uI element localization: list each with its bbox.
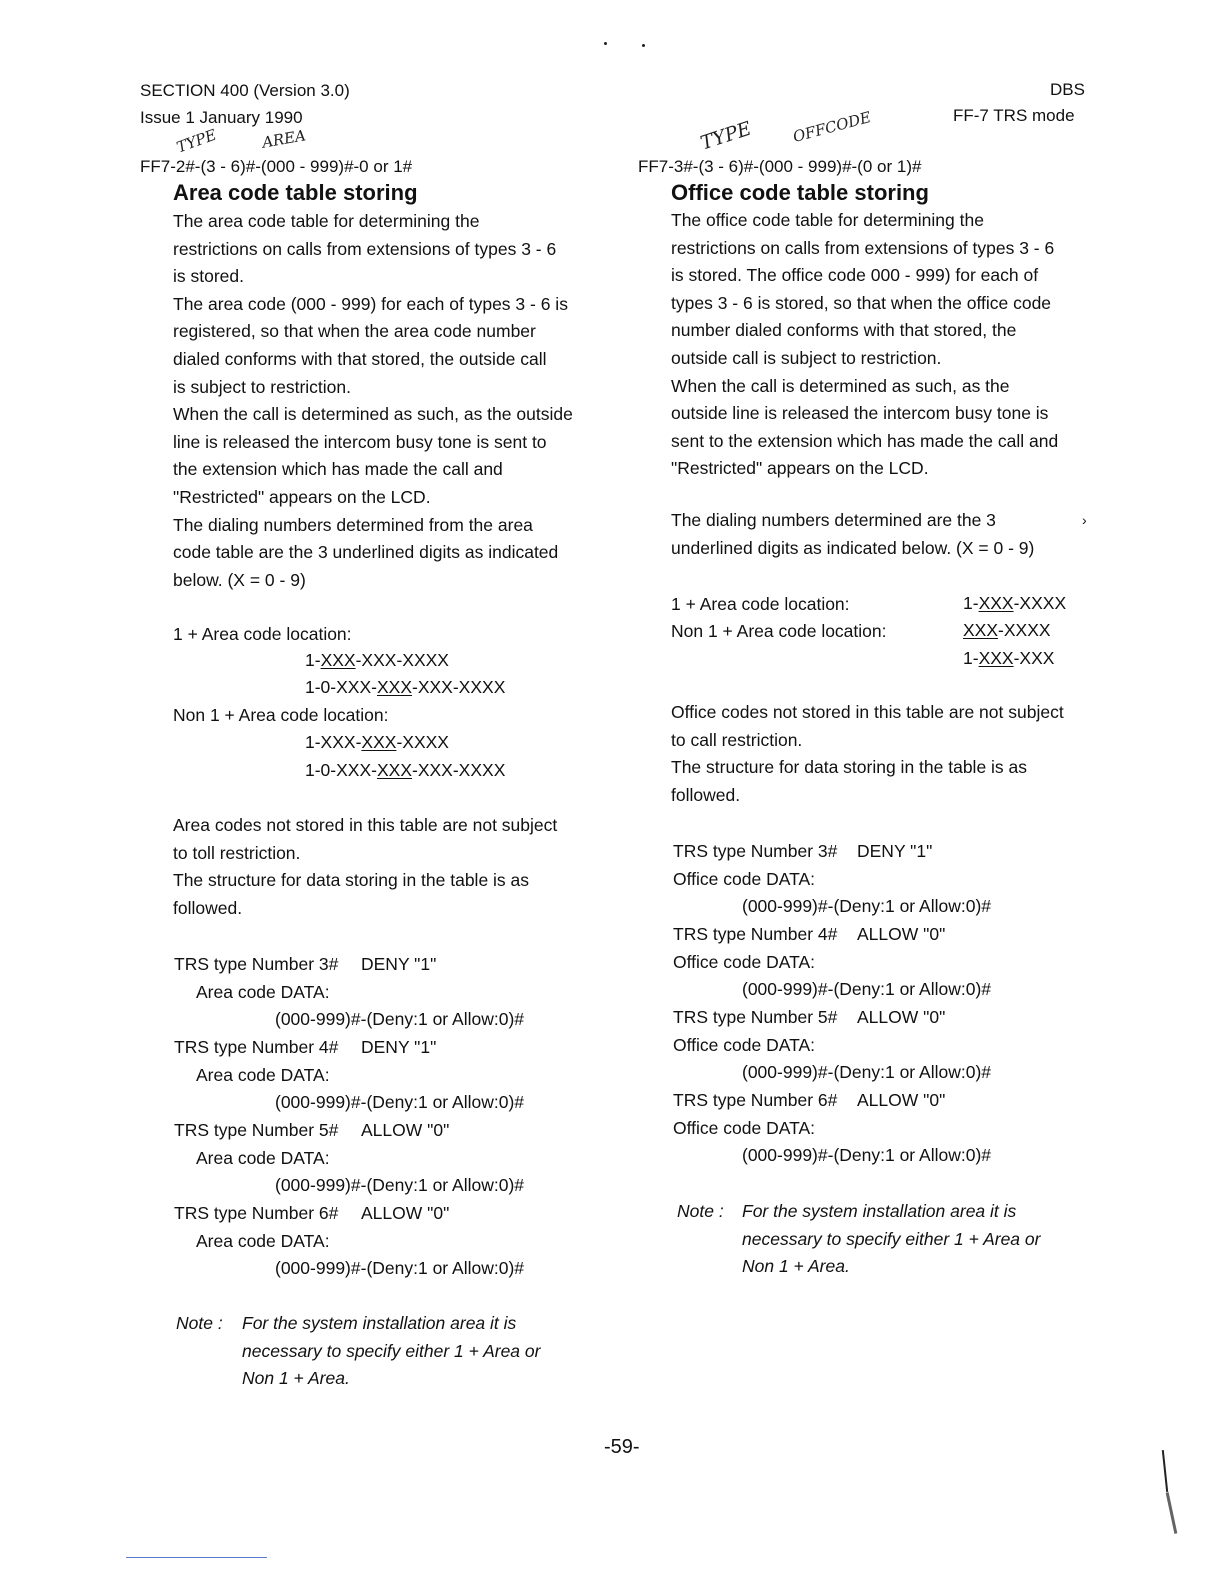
trs-data-format: (000-999)#-(Deny:1 or Allow:0)# bbox=[275, 1092, 525, 1112]
right-note-label: Note : bbox=[677, 1201, 724, 1221]
trs-data-label: Office code DATA: bbox=[673, 952, 815, 972]
text-line: the extension which has made the call and bbox=[173, 459, 503, 480]
trs-type-label: TRS type Number 4# bbox=[673, 924, 838, 944]
issue-date: Issue 1 January 1990 bbox=[140, 108, 303, 127]
trs-data-label: Area code DATA: bbox=[196, 1231, 330, 1251]
text-line: "Restricted" appears on the LCD. bbox=[173, 486, 431, 507]
trs-type-value: ALLOW "0" bbox=[857, 1007, 946, 1027]
text-line: The area code (000 - 999) for each of types 3 - 6 is bbox=[173, 293, 568, 314]
trs-data-format: (000-999)#-(Deny:1 or Allow:0)# bbox=[275, 1009, 525, 1029]
text-line: below. (X = 0 - 9) bbox=[173, 569, 306, 590]
handwritten-office-right: OFFCODE bbox=[791, 107, 873, 147]
text-line: When the call is determined as such, as the bbox=[671, 375, 1010, 396]
text-line: "Restricted" appears on the LCD. bbox=[671, 458, 929, 479]
left-non-one-format-1: 1-XXX-XXX-XXXX bbox=[305, 732, 449, 752]
stray-mark: › bbox=[1082, 512, 1087, 528]
left-non-one-format-2: 1-0-XXX-XXX-XXX-XXXX bbox=[305, 760, 506, 780]
trs-type-label: TRS type Number 4# bbox=[174, 1037, 339, 1057]
text-line: is subject to restriction. bbox=[173, 376, 351, 397]
text-line: registered, so that when the area code number bbox=[173, 321, 536, 342]
text-line: restrictions on calls from extensions of types 3 - 6 bbox=[173, 238, 557, 259]
left-command-code: FF7-2#-(3 - 6)#-(000 - 999)#-0 or 1# bbox=[140, 157, 413, 176]
trs-data-label: Office code DATA: bbox=[673, 869, 815, 889]
left-non-one-label: Non 1 + Area code location: bbox=[173, 705, 389, 725]
text-line: number dialed conforms with that stored, the bbox=[671, 320, 1017, 341]
trs-type-label: TRS type Number 5# bbox=[174, 1120, 339, 1140]
trs-data-label: Office code DATA: bbox=[673, 1035, 815, 1055]
text-line: restrictions on calls from extensions of types 3 - 6 bbox=[671, 237, 1055, 258]
trs-data-label: Office code DATA: bbox=[673, 1118, 815, 1138]
trs-data-label: Area code DATA: bbox=[196, 982, 330, 1002]
trs-type-label: TRS type Number 3# bbox=[673, 841, 838, 861]
trs-data-format: (000-999)#-(Deny:1 or Allow:0)# bbox=[742, 979, 992, 999]
text-line: followed. bbox=[173, 897, 243, 918]
trs-data-label: Area code DATA: bbox=[196, 1065, 330, 1085]
left-note-label: Note : bbox=[176, 1313, 223, 1333]
right-title: Office code table storing bbox=[671, 180, 929, 205]
handwritten-type-right: TYPE bbox=[697, 117, 755, 155]
text-line: to call restriction. bbox=[671, 729, 803, 750]
brand-label: DBS bbox=[1050, 80, 1085, 99]
trs-data-format: (000-999)#-(Deny:1 or Allow:0)# bbox=[742, 896, 992, 916]
section-header: SECTION 400 (Version 3.0) bbox=[140, 81, 350, 100]
text-line: The structure for data storing in the table is as bbox=[173, 870, 530, 891]
text-line: necessary to specify either 1 + Area or bbox=[242, 1340, 541, 1361]
text-line: followed. bbox=[671, 784, 741, 805]
trs-type-value: ALLOW "0" bbox=[361, 1203, 450, 1223]
text-line: outside call is subject to restriction. bbox=[671, 347, 942, 368]
trs-type-value: DENY "1" bbox=[361, 954, 437, 974]
right-dialing-text bbox=[671, 507, 1101, 562]
text-line: The structure for data storing in the table is as bbox=[671, 757, 1028, 778]
left-title: Area code table storing bbox=[173, 180, 418, 205]
handwritten-area-left: AREA bbox=[260, 126, 308, 152]
text-line: When the call is determined as such, as the outside bbox=[173, 404, 573, 425]
text-line: The area code table for determining the bbox=[173, 211, 480, 231]
text-line: Area codes not stored in this table are not subject bbox=[173, 815, 558, 835]
text-line: The office code table for determining the bbox=[671, 210, 984, 230]
text-line: Office codes not stored in this table are not subject bbox=[671, 702, 1064, 722]
text-line: sent to the extension which has made the call and bbox=[671, 430, 1059, 451]
trs-data-format: (000-999)#-(Deny:1 or Allow:0)# bbox=[742, 1145, 992, 1165]
scan-edge-mark bbox=[1162, 1450, 1168, 1492]
text-line: Non 1 + Area. bbox=[242, 1368, 350, 1389]
trs-type-value: ALLOW "0" bbox=[857, 1090, 946, 1110]
trs-data-format: (000-999)#-(Deny:1 or Allow:0)# bbox=[742, 1062, 992, 1082]
text-line: is stored. The office code 000 - 999) for each of bbox=[671, 265, 1039, 286]
text-line: underlined digits as indicated below. (X = 0 - 9) bbox=[671, 537, 1035, 558]
trs-type-value: DENY "1" bbox=[857, 841, 933, 861]
page-number: -59- bbox=[604, 1436, 640, 1458]
right-one-plus-format: 1-XXX-XXXX bbox=[963, 593, 1067, 613]
right-structure-text bbox=[671, 699, 1111, 809]
left-note-text bbox=[242, 1310, 602, 1393]
right-non-one-label: Non 1 + Area code location: bbox=[671, 621, 887, 641]
right-description bbox=[671, 207, 1101, 483]
bottom-rule bbox=[126, 1557, 267, 1558]
text-line: outside line is released the intercom busy tone is bbox=[671, 403, 1049, 424]
trs-type-label: TRS type Number 5# bbox=[673, 1007, 838, 1027]
text-line: types 3 - 6 is stored, so that when the office code bbox=[671, 292, 1052, 313]
text-line: The dialing numbers determined are the 3 bbox=[671, 510, 996, 530]
left-one-plus-format-2: 1-0-XXX-XXX-XXX-XXXX bbox=[305, 677, 506, 697]
left-one-plus-label: 1 + Area code location: bbox=[173, 624, 352, 644]
right-non-one-format-2: 1-XXX-XXX bbox=[963, 648, 1055, 668]
text-line: For the system installation area it is bbox=[742, 1201, 1017, 1221]
trs-type-value: ALLOW "0" bbox=[361, 1120, 450, 1140]
right-note-text bbox=[742, 1198, 1102, 1281]
text-line: dialed conforms with that stored, the outside call bbox=[173, 348, 547, 369]
trs-type-value: DENY "1" bbox=[361, 1037, 437, 1057]
text-line: For the system installation area it is bbox=[242, 1313, 517, 1333]
trs-data-label: Area code DATA: bbox=[196, 1148, 330, 1168]
mode-label: FF-7 TRS mode bbox=[953, 106, 1075, 125]
text-line: is stored. bbox=[173, 266, 244, 287]
trs-type-label: TRS type Number 6# bbox=[673, 1090, 838, 1110]
trs-data-format: (000-999)#-(Deny:1 or Allow:0)# bbox=[275, 1175, 525, 1195]
trs-data-format: (000-999)#-(Deny:1 or Allow:0)# bbox=[275, 1258, 525, 1278]
right-one-plus-label: 1 + Area code location: bbox=[671, 594, 850, 614]
right-command-code: FF7-3#-(3 - 6)#-(000 - 999)#-(0 or 1)# bbox=[638, 157, 922, 176]
right-non-one-format-1: XXX-XXXX bbox=[963, 620, 1051, 640]
text-line: necessary to specify either 1 + Area or bbox=[742, 1228, 1041, 1249]
scan-edge-mark bbox=[1166, 1492, 1178, 1534]
left-description bbox=[173, 208, 613, 594]
left-one-plus-format-1: 1-XXX-XXX-XXXX bbox=[305, 650, 449, 670]
text-line: Non 1 + Area. bbox=[742, 1256, 850, 1277]
text-line: The dialing numbers determined from the area bbox=[173, 514, 533, 535]
trs-type-value: ALLOW "0" bbox=[857, 924, 946, 944]
trs-type-label: TRS type Number 3# bbox=[174, 954, 339, 974]
trs-type-label: TRS type Number 6# bbox=[174, 1203, 339, 1223]
scan-dot bbox=[604, 42, 607, 45]
handwritten-type-left: TYPE bbox=[174, 125, 219, 157]
text-line: code table are the 3 underlined digits as indicated bbox=[173, 542, 559, 563]
text-line: line is released the intercom busy tone is sent to bbox=[173, 431, 547, 452]
scan-dot bbox=[642, 44, 645, 47]
left-structure-text bbox=[173, 812, 613, 922]
text-line: to toll restriction. bbox=[173, 842, 301, 863]
